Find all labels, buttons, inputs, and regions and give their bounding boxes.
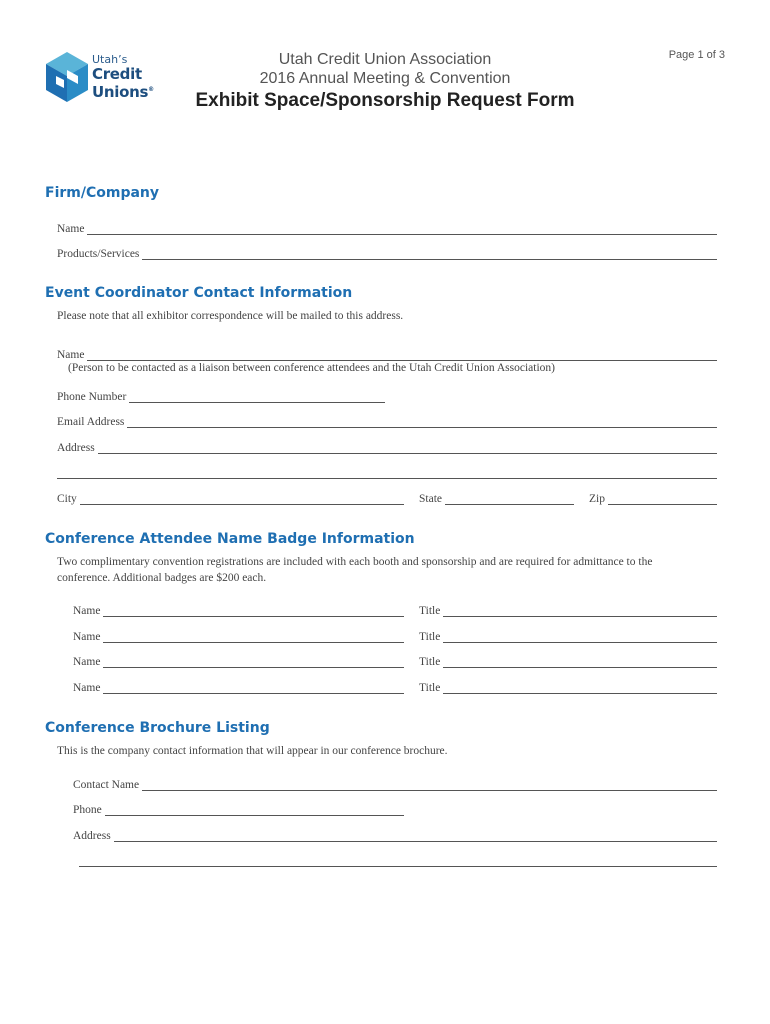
org-name: Utah Credit Union Association [278,51,492,68]
header-org [0,50,770,88]
badge-name-field[interactable] [73,629,404,643]
badge-title-field[interactable] [419,680,717,694]
badge-name-label: Name [73,631,101,643]
brochure-address-field[interactable] [73,828,717,842]
badge-name-field[interactable] [73,654,404,668]
badge-title-field[interactable] [419,654,717,668]
badge-title-label: Title [419,656,441,668]
coordinator-name-field[interactable] [57,347,717,361]
event-name: 2016 Annual Meeting & Convention [259,70,511,87]
coordinator-email-field[interactable] [57,414,717,428]
brochure-contact-name-label: Contact Name [73,779,140,791]
badge-name-field[interactable] [73,603,404,617]
page-title: Exhibit Space/Sponsorship Request Form [195,90,575,111]
page-number: Page 1 of 3 [668,49,725,61]
coordinator-address-field[interactable] [57,440,717,454]
badge-name-label: Name [73,656,101,668]
coordinator-email-label: Email Address [57,416,125,428]
badge-title-field[interactable] [419,629,717,643]
badges-note [57,554,652,586]
coordinator-phone-field[interactable] [57,389,385,403]
section-brochure-title: Conference Brochure Listing [45,720,270,736]
coordinator-zip-field[interactable] [589,491,717,505]
coordinator-city-field[interactable] [57,491,404,505]
coordinator-state-label: State [419,493,442,505]
coordinator-city-label: City [57,493,77,505]
badge-name-field[interactable] [73,680,404,694]
products-services-label: Products/Services [57,248,140,260]
badge-name-label: Name [73,682,101,694]
coordinator-address-line2-field[interactable] [57,465,717,479]
badge-title-label: Title [419,682,441,694]
section-coordinator-title: Event Coordinator Contact Information [45,285,353,301]
brochure-phone-label: Phone [73,804,102,816]
badge-title-label: Title [419,631,441,643]
coordinator-phone-label: Phone Number [57,391,127,403]
brochure-address-label: Address [73,830,111,842]
badge-title-field[interactable] [419,603,717,617]
logo-utahs: Utah’s [92,53,128,66]
firm-name-field[interactable] [57,221,717,235]
coordinator-address-label: Address [57,442,95,454]
coordinator-note: Please note that all exhibitor correspondence will be mailed to this address. [57,310,404,322]
brochure-address-line2-field[interactable] [79,853,717,867]
brochure-note: This is the company contact information that will appear in our conference brochure. [57,745,448,757]
coordinator-state-field[interactable] [419,491,574,505]
firm-name-label: Name [57,223,85,235]
badges-note-line2: conference. Additional badges are $200 each. [57,572,267,584]
logo-unions: Unions® [92,83,154,101]
logo-credit: Credit [92,65,142,83]
coordinator-zip-label: Zip [589,493,605,505]
badge-title-label: Title [419,605,441,617]
products-services-field[interactable] [57,246,717,260]
badges-note-line1: Two complimentary convention registrations are included with each booth and sponsorship and are required for admittance to the [57,556,653,568]
section-firm-title: Firm/Company [45,185,160,201]
coordinator-name-note: (Person to be contacted as a liaison between conference attendees and the Utah Credit Union Association) [68,362,555,374]
brochure-phone-field[interactable] [73,802,404,816]
badge-name-label: Name [73,605,101,617]
brochure-contact-name-field[interactable] [73,777,717,791]
section-badges-title: Conference Attendee Name Badge Information [45,531,415,547]
coordinator-name-label: Name [57,349,85,361]
